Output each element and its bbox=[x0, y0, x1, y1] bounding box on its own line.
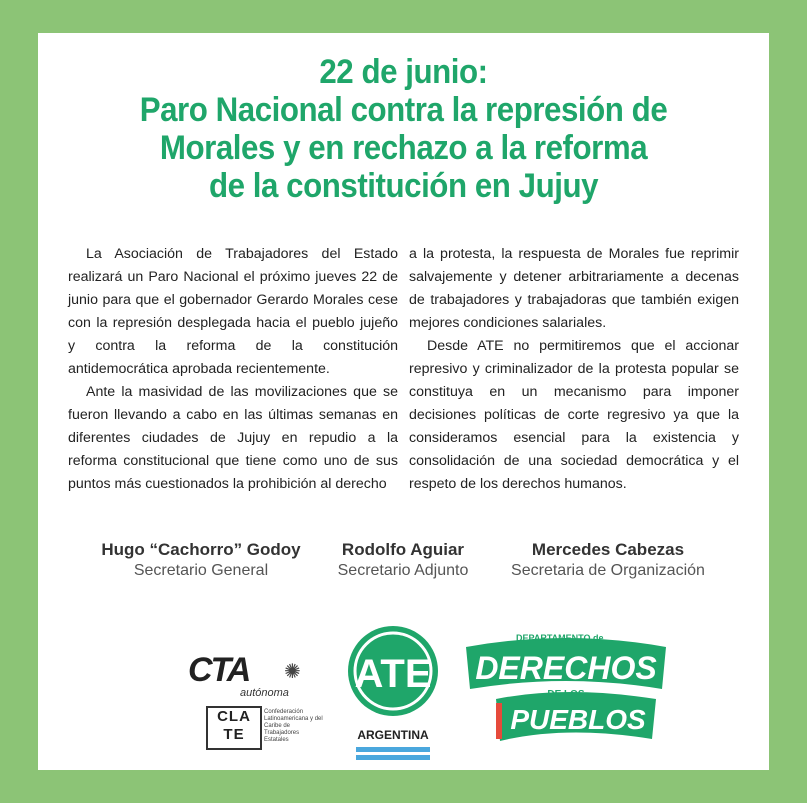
cta-logo-word: CTA bbox=[188, 651, 250, 689]
headline-line-4: de la constitución en Jujuy bbox=[208, 167, 599, 205]
ate-logo-country: ARGENTINA bbox=[357, 728, 429, 742]
body-column-left bbox=[68, 243, 398, 496]
clate-logo bbox=[206, 706, 323, 750]
ate-emblem-icon bbox=[338, 621, 448, 771]
paragraph: La Asociación de Trabajadores del Estado realizará un Paro Nacional el próximo jueves 22 de junio para que el gobernador Gerardo Morales cese con la represión desplegada hacia el pueblo jujeño y contra la reforma de la constitución antidemocrática aprobada recientemente. bbox=[68, 246, 398, 377]
signatory-role: Secretario Adjunto bbox=[337, 562, 469, 579]
derechos-top-text: DEPARTAMENTO de bbox=[516, 633, 604, 643]
derechos-main-text: DERECHOS bbox=[475, 650, 657, 686]
paragraph: a la protesta, la respuesta de Morales fue reprimir salvajemente y detener arbitrariamente a decenas de trabajadores y trabajadoras que también exigen mejores condiciones salariales. bbox=[409, 246, 739, 331]
signatory-name: Mercedes Cabezas bbox=[531, 540, 685, 559]
signatory-name: Rodolfo Aguiar bbox=[341, 540, 465, 559]
ate-logo bbox=[338, 621, 448, 771]
signatory-role: Secretaria de Organización bbox=[511, 562, 705, 579]
derechos-mid-text: DE LOS bbox=[547, 689, 585, 700]
headline-line-1: 22 de junio: bbox=[319, 53, 488, 91]
signature-block bbox=[328, 539, 478, 581]
headline-line-3: Morales y en rechazo a la reforma bbox=[159, 129, 648, 167]
derechos-bottom-text: PUEBLOS bbox=[510, 704, 646, 735]
ate-logo-word: ATE bbox=[354, 652, 432, 696]
signature-block bbox=[96, 539, 306, 581]
signatory-name: Hugo “Cachorro” Godoy bbox=[101, 540, 301, 559]
clate-logo-line-2: TE bbox=[223, 726, 245, 743]
signature-block bbox=[498, 539, 718, 581]
clate-logo-text: Confederación Latinoamericana y del Caribe de Trabajadores Estatales bbox=[264, 709, 323, 743]
clate-logo-line-1: CLA bbox=[217, 708, 251, 725]
paragraph: Desde ATE no permitiremos que el accionar represivo y criminalizador de la protesta popular se constituya en un mecanismo para imponer decisiones políticas de corte regresivo ya que la consideramos esencial para la existencia y consolidación de una sociedad democrática y el respeto de los derechos humanos. bbox=[409, 338, 739, 492]
derechos-pueblos-logo bbox=[456, 629, 676, 749]
clate-logo-box bbox=[206, 706, 262, 750]
paragraph: Ante la masividad de las movilizaciones que se fueron llevando a cabo en las últimas semanas en diferentes ciudades de Jujuy en repudio a la reforma constitucional que tiene como uno de sus puntos más cuestionados la prohibición al derecho bbox=[68, 384, 398, 492]
headline-line-2: Paro Nacional contra la represión de bbox=[139, 91, 668, 129]
sun-icon: ✺ bbox=[284, 661, 301, 683]
body-column-right bbox=[409, 243, 739, 496]
signatory-role: Secretario General bbox=[133, 562, 269, 579]
cta-logo bbox=[188, 653, 308, 703]
headline bbox=[67, 53, 740, 205]
document-page bbox=[38, 33, 769, 770]
cta-logo-sub: autónoma bbox=[240, 687, 289, 699]
derechos-banner-icon bbox=[456, 629, 676, 749]
